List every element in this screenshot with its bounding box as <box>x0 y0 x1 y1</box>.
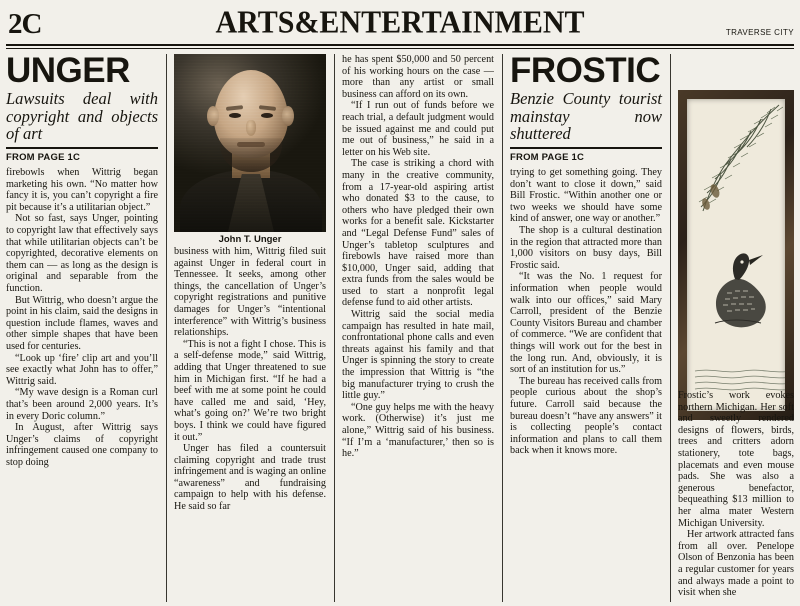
headline-frostic: FROSTIC <box>510 51 661 90</box>
body-paragraph: Her artwork attracted fans from all over. Penelope Olson of Benzonia has been a regular customer for years and always made a point to visit when she <box>678 529 794 599</box>
body-paragraph: Wittrig said the social media campaign has resulted in hate mail, confrontational phone calls and even threats against his family and that Unger is spinning the story to create the impression that Wittrig is “the big manufacturer trying to crush the little guy.” <box>342 309 494 402</box>
body-paragraph: he has spent $50,000 and 50 percent of his working hours on the case — more than any artist or small business can afford on its own. <box>342 54 494 100</box>
body-paragraph: “One guy helps me with the heavy work. (Otherwise) it’s just me alone,” Wittrig said of his business. “If I’m a ‘manufacturer,’ then so is he.” <box>342 401 494 460</box>
photo-spacer <box>174 54 326 246</box>
body-paragraph: “My wave design is a Roman curl that’s been around 2,000 years. It’s in every Doric column.” <box>6 387 158 422</box>
page-folio: 2C <box>8 8 42 40</box>
column-divider <box>502 54 503 602</box>
masthead-rule-thin <box>6 48 794 49</box>
body-paragraph: “If I run out of funds before we reach trial, a default judgment would be issued against me and could put me out of business,” he said in a letter on his Web site. <box>342 100 494 158</box>
body-paragraph: But Wittrig, who doesn’t argue the point in his claim, said the designs in question include flames, waves and other simple shapes that have been used for centuries. <box>6 294 158 352</box>
column-4 <box>510 51 662 457</box>
article-grid <box>6 51 794 602</box>
photo-caption: John T. Unger <box>218 234 282 245</box>
body-paragraph: trying to get something going. They don’t want to close it down,” said Bill Frostic. “Within another one or two weeks we should have some kind of answer, one way or another.” <box>510 167 662 225</box>
column-divider <box>334 54 335 602</box>
headline-rule <box>6 147 158 149</box>
body-paragraph: The case is striking a chord with many in the creative community, from a 17-year-old aspiring artist who donated $3 to the cause, to others who have pledged their own works for a benefit sale. Kickstarter and “Legal Defense Fund” sales of Unger’s tabletop sculptures and firebowls have raised more than $10,000, Unger said, adding that extra funds from the sales would be used to start a nonprofit legal defense fund to aid other artists. <box>342 158 494 309</box>
deck-frostic: Benzie County tourist mainstay now shuttered <box>510 89 662 143</box>
jumpline-frostic: FROM PAGE 1C <box>510 151 585 163</box>
headline-rule <box>510 147 662 149</box>
jumpline-unger: FROM PAGE 1C <box>6 151 81 163</box>
column-2 <box>174 54 326 513</box>
column-3 <box>342 54 494 460</box>
masthead <box>0 0 800 46</box>
column-divider <box>166 54 167 602</box>
column-5 <box>678 54 794 599</box>
edition-label: TRAVERSE CITY <box>725 28 794 37</box>
body-paragraph: Frostic’s work evokes northern Michigan. Her soft and sweetly rendered designs of flowers, birds, trees and critters adorn stationery, tote bags, placemats and even mouse pads. She was also a generous benefactor, bequeathing $13 million to her alma mater Western Michigan University. <box>678 390 794 529</box>
body-paragraph: The shop is a cultural destination in the region that attracted more than 1,000 visitors on busy days, Bill Frostic said. <box>510 225 662 271</box>
body-paragraph: Not so fast, says Unger, pointing to copyright law that effectively says that while utilitarian objects can’t be copyrighted, decorative elements on them can — as long as the design is original and separable from the function. <box>6 213 158 295</box>
deck-unger: Lawsuits deal with copyright and objects of art <box>6 89 158 143</box>
body-paragraph: “Look up ‘fire’ clip art and you’ll see exactly what John has to offer,” Wittrig said. <box>6 352 158 387</box>
body-paragraph: business with him, Wittrig filed suit against Unger in federal court in Tennessee. It seeks, among other things, the cancellation of Unger’s copyright registrations and punitive damages for Unger’s “intentional interference” with Wittrig’s business relationships. <box>174 246 326 339</box>
body-paragraph: The bureau has received calls from people curious about the shop’s future. Carroll said because the bureau doesn’t “have any answers” it is collecting people’s contact information and plans to call them back when it knows more. <box>510 375 662 457</box>
body-paragraph: In August, after Wittrig says Unger’s claims of copyright infringement caused one company to stop doing <box>6 422 158 468</box>
masthead-rule <box>6 44 794 46</box>
artwork-spacer <box>678 54 794 390</box>
body-paragraph: firebowls when Wittrig began marketing his own. “No matter how fancy it is, you can’t copyright a fire pit because it’s a utilitarian object.” <box>6 167 158 213</box>
body-paragraph: “This is not a fight I chose. This is a self-defense mode,” said Wittrig, adding that Unger threatened to sue him in Michigan first. “If he had a beef with me at some point he could have called me and said, ‘Hey, what’s going on?’ We’re two bright boys. I think we could have figured it out.” <box>174 338 326 443</box>
column-1 <box>6 51 158 469</box>
body-paragraph: Unger has filed a countersuit claiming copyright and trade trust infringement and is waging an online “awareness” and fundraising campaign to help with his defense. He said so far <box>174 443 326 513</box>
column-divider <box>670 54 671 602</box>
body-paragraph: “It was the No. 1 request for information when people would walk into our offices,” said Mary Carroll, president of the Benzie County Visitors Bureau and chamber of commerce. “We are confident that things will work out for the best in the long run. And, obviously, it is sort of an institution for us.” <box>510 271 662 376</box>
headline-unger: UNGER <box>6 51 130 90</box>
section-title: ARTS&ENTERTAINMENT <box>215 5 585 40</box>
